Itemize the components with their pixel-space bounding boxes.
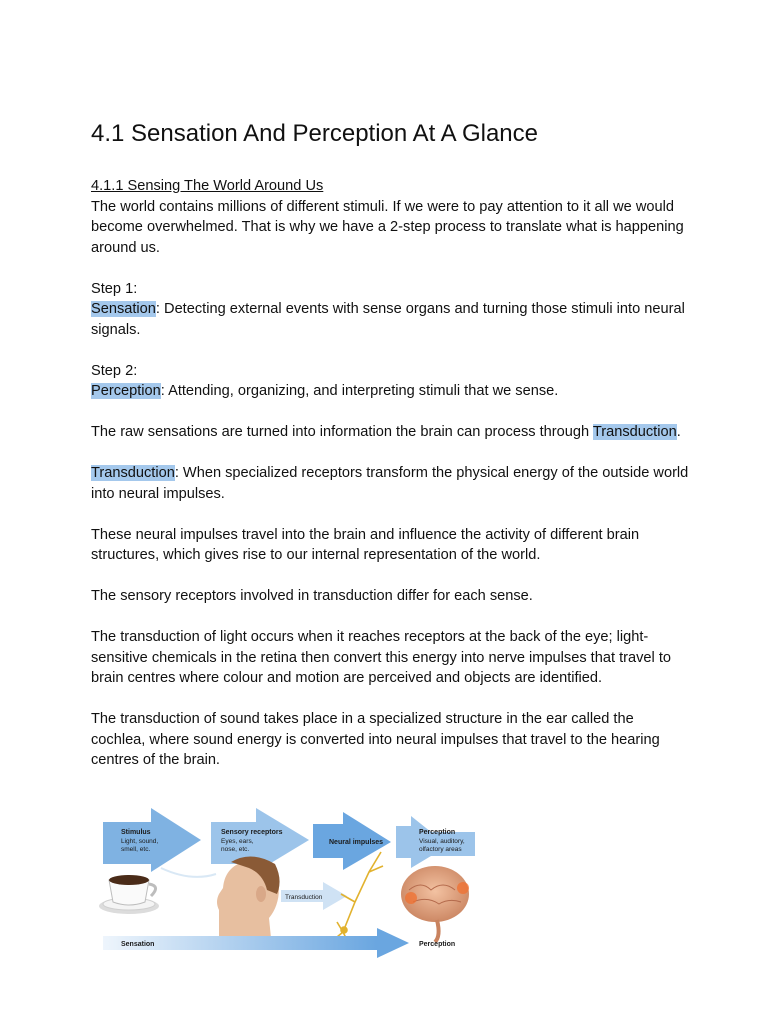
stimulus-arrow-head bbox=[151, 808, 201, 872]
sensation-perception-arrow-head bbox=[377, 928, 409, 958]
highlight-transduction: Transduction bbox=[592, 424, 677, 440]
transduction-definition-paragraph bbox=[91, 463, 691, 504]
step2-paragraph bbox=[91, 381, 691, 402]
step1-definition: : Detecting external events with sense organs and turning those stimuli into neural signals. bbox=[91, 301, 685, 338]
raw-text: The raw sensations are turned into information the brain can process through bbox=[91, 424, 593, 440]
brain-icon bbox=[401, 866, 469, 942]
perception-bottom-label: Perception bbox=[419, 941, 456, 948]
sensation-perception-diagram bbox=[91, 802, 481, 962]
paragraph-receptors: The sensory receptors involved in transduction differ for each sense. bbox=[91, 588, 533, 604]
step1-paragraph bbox=[91, 299, 691, 340]
highlight-perception: Perception bbox=[91, 383, 161, 399]
receptors-desc-2: nose, etc. bbox=[221, 846, 250, 853]
stimulus-desc-2: smell, etc. bbox=[121, 846, 151, 853]
receptors-title: Sensory receptors bbox=[221, 829, 283, 836]
transduction-definition: : When specialized receptors transform the physical energy of the outside world into neural impulses. bbox=[91, 465, 689, 502]
impulses-title: Neural impulses bbox=[329, 839, 384, 846]
highlight-sensation: Sensation bbox=[91, 301, 156, 317]
intro-paragraph: The world contains millions of different stimuli. If we were to pay attention to it all we would become overwhelmed. That is why we have a 2-step process to translate what is happening around us. bbox=[91, 198, 684, 256]
receptors-desc-1: Eyes, ears, bbox=[221, 838, 254, 845]
diagram-svg bbox=[91, 802, 481, 962]
transduction-label: Transduction bbox=[285, 894, 323, 901]
perception-desc-2: olfactory areas bbox=[419, 846, 462, 853]
raw-end: . bbox=[676, 424, 681, 440]
perception-desc-1: Visual, auditory, bbox=[419, 838, 465, 845]
paragraph-light: The transduction of light occurs when it reaches receptors at the back of the eye; light-sensitive chemicals in the retina then convert this energy into nerve impulses that travel to brain centres where colour and motion are perceived and objects are identified. bbox=[91, 629, 671, 686]
head-profile-icon bbox=[217, 856, 280, 938]
raw-sensations-paragraph bbox=[91, 422, 691, 443]
perception-title: Perception bbox=[419, 829, 456, 836]
paragraph-sound: The transduction of sound takes place in a specialized structure in the ear called the cochlea, where sound energy is converted into neural impulses that travel to the hearing centres of the brain. bbox=[91, 711, 660, 768]
paragraph-neural-impulses: These neural impulses travel into the brain and influence the activity of different brain structures, which gives rise to our internal representation of the world. bbox=[91, 526, 640, 563]
page-title: 4.1 Sensation And Perception At A Glance bbox=[91, 120, 538, 147]
document-body bbox=[91, 176, 691, 771]
step2-definition: : Attending, organizing, and interpreting stimuli that we sense. bbox=[160, 383, 559, 399]
sensation-label: Sensation bbox=[121, 941, 155, 948]
step1-label: Step 1: bbox=[91, 280, 138, 297]
subheading: 4.1.1 Sensing The World Around Us bbox=[91, 178, 324, 194]
stimulus-desc-1: Light, sound, bbox=[121, 838, 159, 845]
coffee-cup-icon bbox=[99, 875, 159, 914]
highlight-transduction-def: Transduction bbox=[91, 465, 175, 481]
step2-label: Step 2: bbox=[91, 362, 138, 379]
stimulus-title: Stimulus bbox=[121, 829, 151, 836]
